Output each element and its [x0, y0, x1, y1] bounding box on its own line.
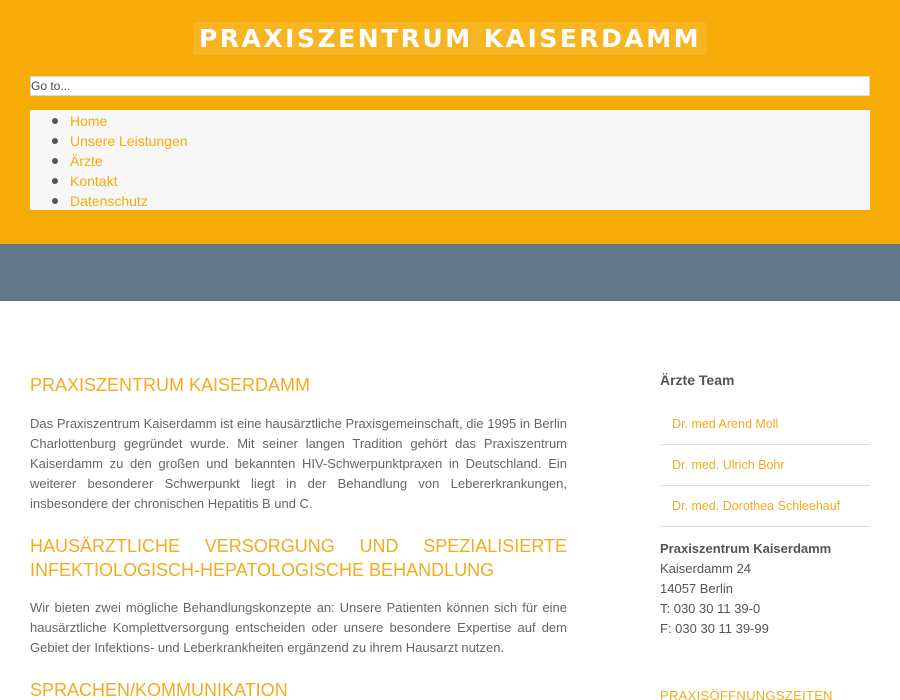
- nav-item-kontakt[interactable]: [30, 171, 870, 191]
- opening-hours-title: PRAXISÖFFNUNGSZEITEN: [660, 688, 833, 700]
- section-heading-care: HAUSÄRZTLICHE VERSORGUNG UND SPEZIALISIERTE INFEKTIOLOGISCH-HEPATOLOGISCHE BEHANDLUNG: [30, 536, 567, 580]
- bullet-icon: [52, 118, 58, 124]
- doctor-link-moll[interactable]: Dr. med Arend Moll: [672, 417, 779, 431]
- address-name: Praxiszentrum Kaiserdamm: [660, 541, 832, 556]
- site-header: [0, 0, 900, 244]
- address-fax: F: 030 30 11 39-99: [660, 621, 769, 636]
- doctor-link-bohr[interactable]: Dr. med. Ulrich Bohr: [672, 458, 785, 472]
- doctor-item[interactable]: [660, 445, 870, 486]
- goto-select[interactable]: Go to...: [30, 76, 870, 96]
- doctor-link-schleehauf[interactable]: Dr. med. Dorothea Schleehauf: [672, 499, 841, 513]
- nav-item-leistungen[interactable]: [30, 131, 870, 151]
- page-banner: [0, 244, 900, 301]
- site-title[interactable]: PRAXISZENTRUM KAISERDAMM: [193, 22, 707, 55]
- sidebar: [660, 370, 870, 639]
- bullet-icon: [52, 198, 58, 204]
- doctor-item[interactable]: [660, 486, 870, 527]
- section-heading-languages: SPRACHEN/KOMMUNIKATION: [30, 680, 288, 700]
- care-paragraph: Wir bieten zwei mögliche Behandlungskonzepte an: Unsere Patienten können sich für eine hausärztliche Komplettversorgung entscheiden oder unsere besondere Expertise auf dem Gebiet der Infektions- und Leberkrankheiten ergänzend zu ihrem Hausarzt nutzen.: [30, 600, 567, 655]
- practice-address: [660, 539, 870, 639]
- doctor-item[interactable]: [660, 404, 870, 445]
- doctors-list: [660, 404, 870, 527]
- doctors-team-title: Ärzte Team: [660, 372, 735, 388]
- nav-link-aerzte[interactable]: Ärzte: [70, 153, 103, 169]
- address-city: 14057 Berlin: [660, 581, 733, 596]
- nav-item-datenschutz[interactable]: [30, 191, 870, 211]
- site-title-wrap: [0, 22, 900, 55]
- main-content: [30, 372, 567, 700]
- main-nav: [30, 110, 870, 210]
- nav-item-home[interactable]: [30, 111, 870, 131]
- page-heading: PRAXISZENTRUM KAISERDAMM: [30, 375, 311, 395]
- bullet-icon: [52, 138, 58, 144]
- nav-item-aerzte[interactable]: [30, 151, 870, 171]
- nav-link-kontakt[interactable]: Kontakt: [70, 173, 118, 189]
- address-phone: T: 030 30 11 39-0: [660, 601, 761, 616]
- intro-paragraph: Das Praxiszentrum Kaiserdamm ist eine hausärztliche Praxisgemeinschaft, die 1995 in Berlin Charlottenburg gegründet wurde. Mit seiner langen Tradition gehört das Praxiszentrum Kaiserdamm zu den großen und bekannten HIV-Schwerpunktpraxen in Deutschland. Ein weiterer besonderer Schwerpunkt liegt in der Behandlung von Lebererkrankungen, insbesondere der chronischen Hepatitis B und C.: [30, 416, 567, 511]
- bullet-icon: [52, 178, 58, 184]
- nav-link-datenschutz[interactable]: Datenschutz: [70, 193, 148, 209]
- address-street: Kaiserdamm 24: [660, 561, 752, 576]
- bullet-icon: [52, 158, 58, 164]
- nav-link-leistungen[interactable]: Unsere Leistungen: [70, 133, 188, 149]
- nav-link-home[interactable]: Home: [70, 113, 108, 129]
